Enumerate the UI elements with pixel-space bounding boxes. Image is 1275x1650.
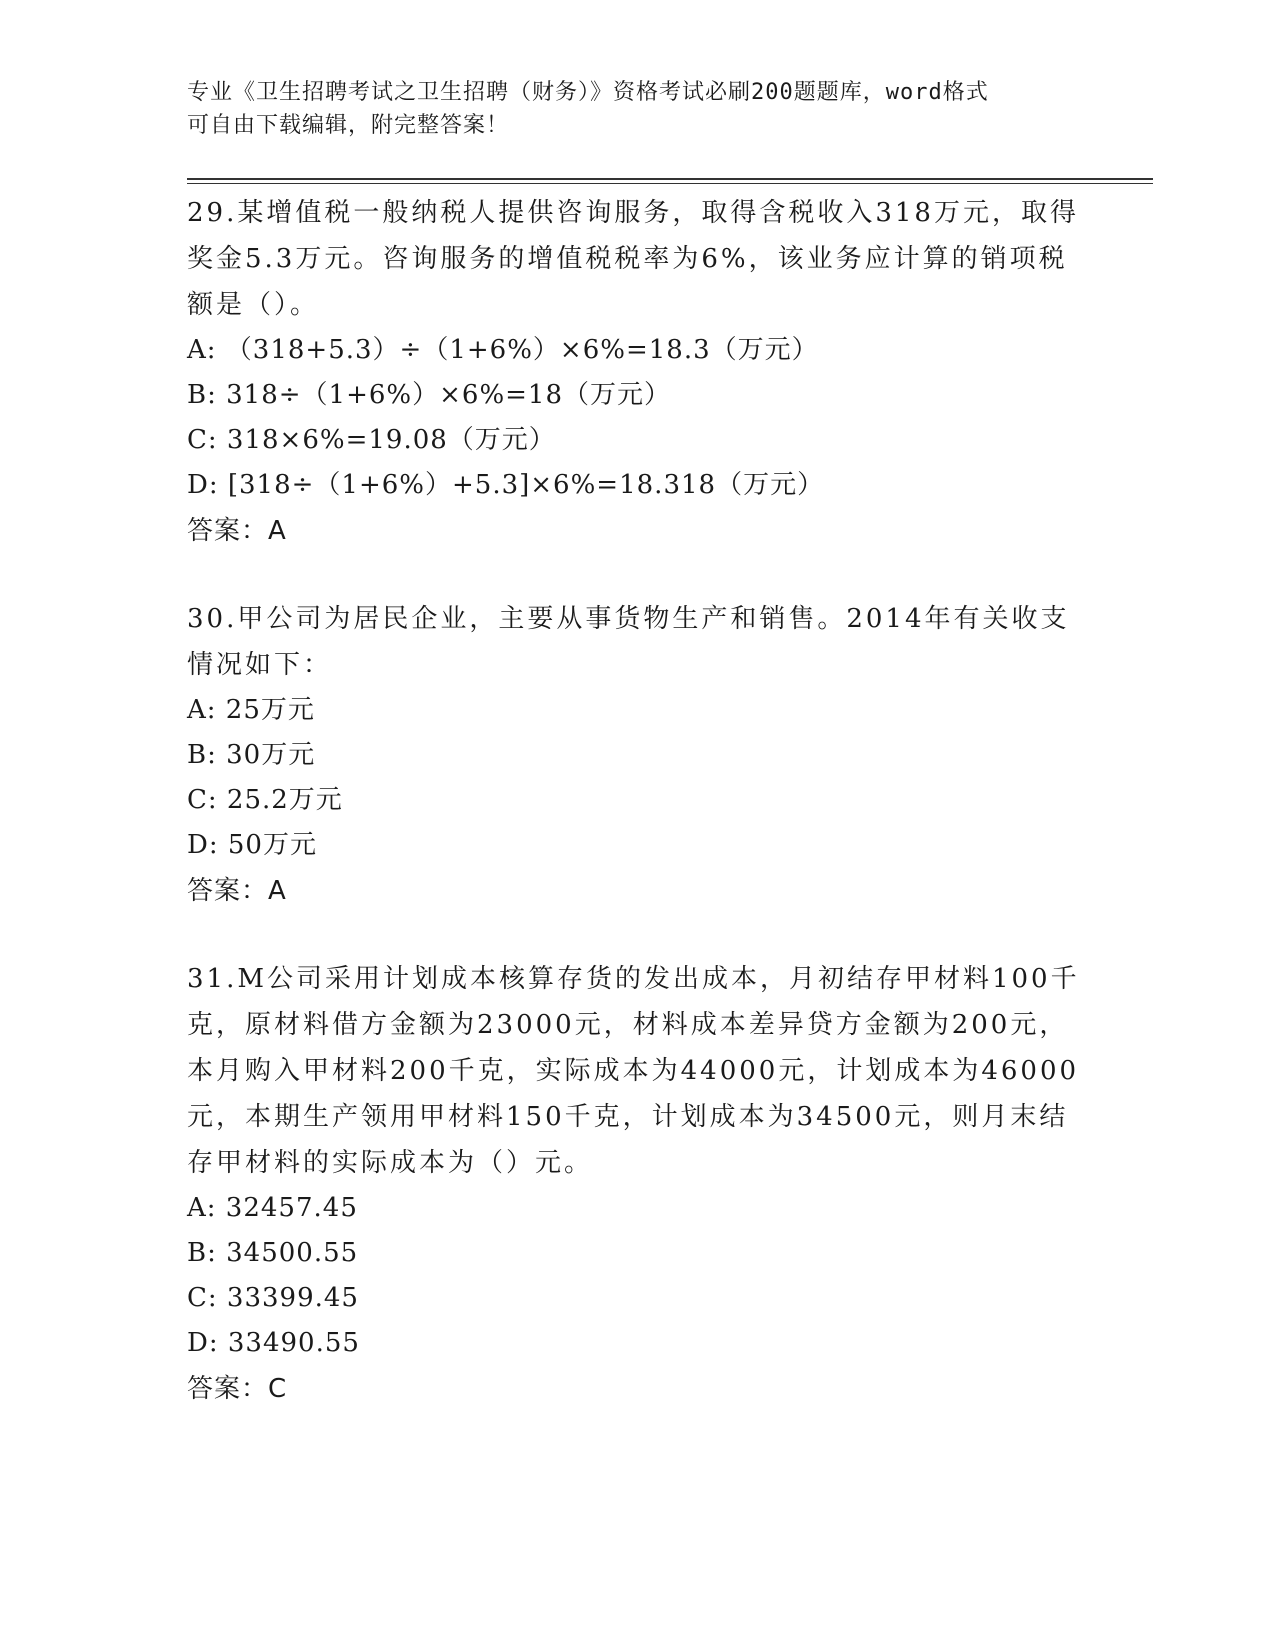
question-list — [187, 190, 1087, 1412]
question-31 — [187, 956, 1087, 1412]
option-d: D: 50万元 — [187, 830, 317, 860]
document-header — [187, 76, 1067, 142]
option-b: B: 30万元 — [187, 740, 316, 770]
answer-label: 答案：A — [187, 516, 287, 546]
option-b: B: 34500.55 — [187, 1238, 359, 1268]
option-d: D: 33490.55 — [187, 1328, 360, 1358]
header-divider-thin — [187, 183, 1153, 184]
option-c: C: 318×6%=19.08（万元） — [187, 425, 556, 455]
question-stem: 29.某增值税一般纳税人提供咨询服务，取得含税收入318万元，取得奖金5.3万元。咨询服务的增值税税率为6%，该业务应计算的销项税额是（）。 — [187, 198, 1079, 320]
answer-label: 答案：C — [187, 1374, 288, 1404]
option-a: A: 25万元 — [187, 695, 315, 725]
answer-label: 答案：A — [187, 876, 287, 906]
question-spacer — [187, 914, 1087, 956]
question-stem: 30.甲公司为居民企业，主要从事货物生产和销售。2014年有关收支情况如下： — [187, 604, 1070, 680]
option-c: C: 25.2万元 — [187, 785, 343, 815]
option-d: D: [318÷（1+6%）+5.3]×6%=18.318（万元） — [187, 470, 825, 500]
question-30 — [187, 596, 1087, 914]
question-spacer — [187, 554, 1087, 596]
header-line-2: 可自由下载编辑，附完整答案！ — [187, 113, 510, 138]
question-stem: 31.M公司采用计划成本核算存货的发出成本，月初结存甲材料100千克，原材料借方金额为23000元，材料成本差异贷方金额为200元，本月购入甲材料200千克，实际成本为44000元，计划成本为46000元，本期生产领用甲材料150千克，计划成本为34500元，则月末结存甲材料的实际成本为（）元。 — [187, 964, 1080, 1178]
header-line-1: 专业《卫生招聘考试之卫生招聘（财务）》资格考试必刷200题题库，word格式 — [187, 80, 989, 105]
question-29 — [187, 190, 1087, 554]
header-divider-thick — [187, 178, 1153, 180]
option-a: A: 32457.45 — [187, 1193, 358, 1223]
option-a: A: （318+5.3）÷（1+6%）×6%=18.3（万元） — [187, 335, 819, 365]
option-b: B: 318÷（1+6%）×6%=18（万元） — [187, 380, 672, 410]
option-c: C: 33399.45 — [187, 1283, 359, 1313]
